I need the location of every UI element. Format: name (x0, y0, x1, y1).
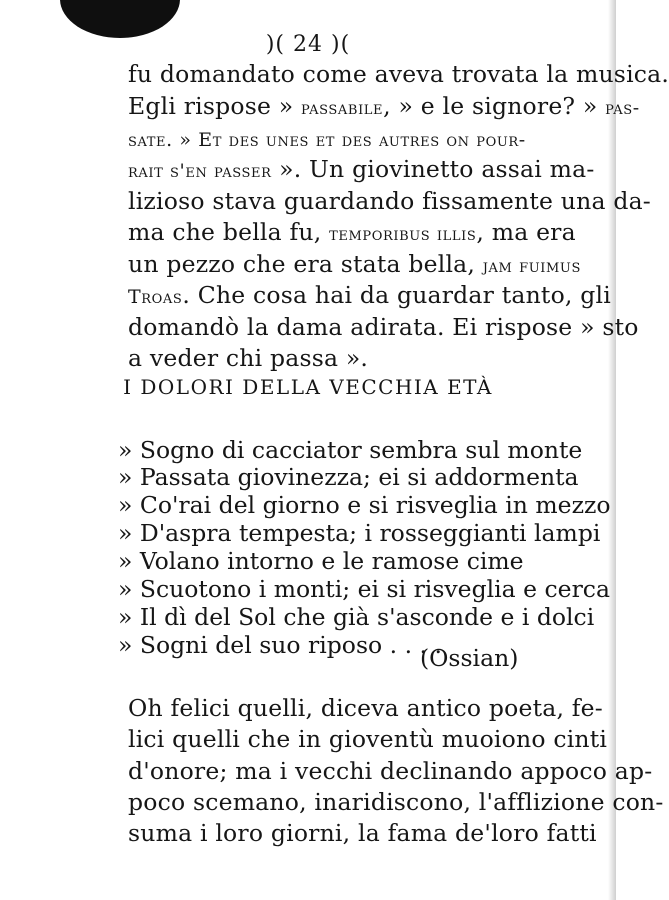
text-run: un pezzo che era stata bella, (128, 250, 483, 278)
verse-line: » Volano intorno e le ramose cime (118, 547, 524, 575)
small-caps-phrase: rait s'en passer (128, 160, 272, 182)
verse-line: » Scuotono i monti; ei si risveglia e cerca (118, 575, 610, 603)
text-line: Oh felici quelli, diceva antico poeta, fe- (128, 694, 603, 722)
text-line (128, 187, 651, 215)
text-run: ma che bella fu, (128, 218, 330, 246)
small-caps-phrase: temporibus illis (329, 223, 477, 245)
verse-line: » Co'rai del giorno e si risveglia in mezzo (118, 491, 611, 519)
small-caps-phrase: sate. » Et des unes et des autres on pour- (128, 129, 526, 151)
text-run: , ma era (476, 218, 576, 246)
section-title: I DOLORI DELLA VECCHIA ETÀ (123, 375, 493, 399)
text-line (128, 250, 581, 280)
text-line: suma i loro giorni, la fama de'loro fatti (128, 819, 597, 847)
text-line (128, 218, 576, 248)
text-run: ». Un giovinetto assai ma- (271, 155, 595, 183)
text-line: lici quelli che in gioventù muoiono cinti (128, 725, 608, 753)
page-number: )( 24 )( (265, 32, 351, 57)
text-run: domandò la dama adirata. Ei rispose » sto (128, 313, 639, 341)
small-caps-phrase: Troas (128, 286, 183, 308)
text-line (128, 92, 640, 122)
verse-source: (Ossian) (420, 644, 519, 672)
verse-line: » Il dì del Sol che già s'asconde e i dolci (118, 603, 595, 631)
verse-line: » D'aspra tempesta; i rosseggianti lampi (118, 519, 601, 547)
text-run: a veder chi passa ». (128, 344, 369, 372)
text-line: poco scemano, inaridiscono, l'afflizione con- (128, 788, 664, 816)
verse-line: » Passata giovinezza; ei si addormenta (118, 463, 579, 491)
text-run: fu domandato come aveva trovata la musica. (128, 60, 669, 88)
text-run: lizioso stava guardando fissamente una da- (128, 187, 651, 215)
text-run: . Che cosa hai da guardar tanto, gli (182, 281, 611, 309)
small-caps-phrase: jam fuimus (482, 255, 581, 277)
text-line (128, 124, 526, 154)
small-caps-phrase: pas- (605, 97, 640, 119)
verse-line: » Sogno di cacciator sembra sul monte (118, 436, 583, 464)
text-line (128, 60, 669, 88)
verse-line: » Sogni del suo riposo . . . . (118, 631, 442, 659)
text-line (128, 281, 611, 311)
small-caps-phrase: passabile (301, 97, 384, 119)
text-line (128, 155, 594, 185)
text-run: , » e le signore? » (383, 92, 606, 120)
text-run: Egli rispose » (128, 92, 301, 120)
text-line: d'onore; ma i vecchi declinando appoco ap- (128, 757, 653, 785)
text-line (128, 344, 368, 372)
text-line (128, 313, 639, 341)
